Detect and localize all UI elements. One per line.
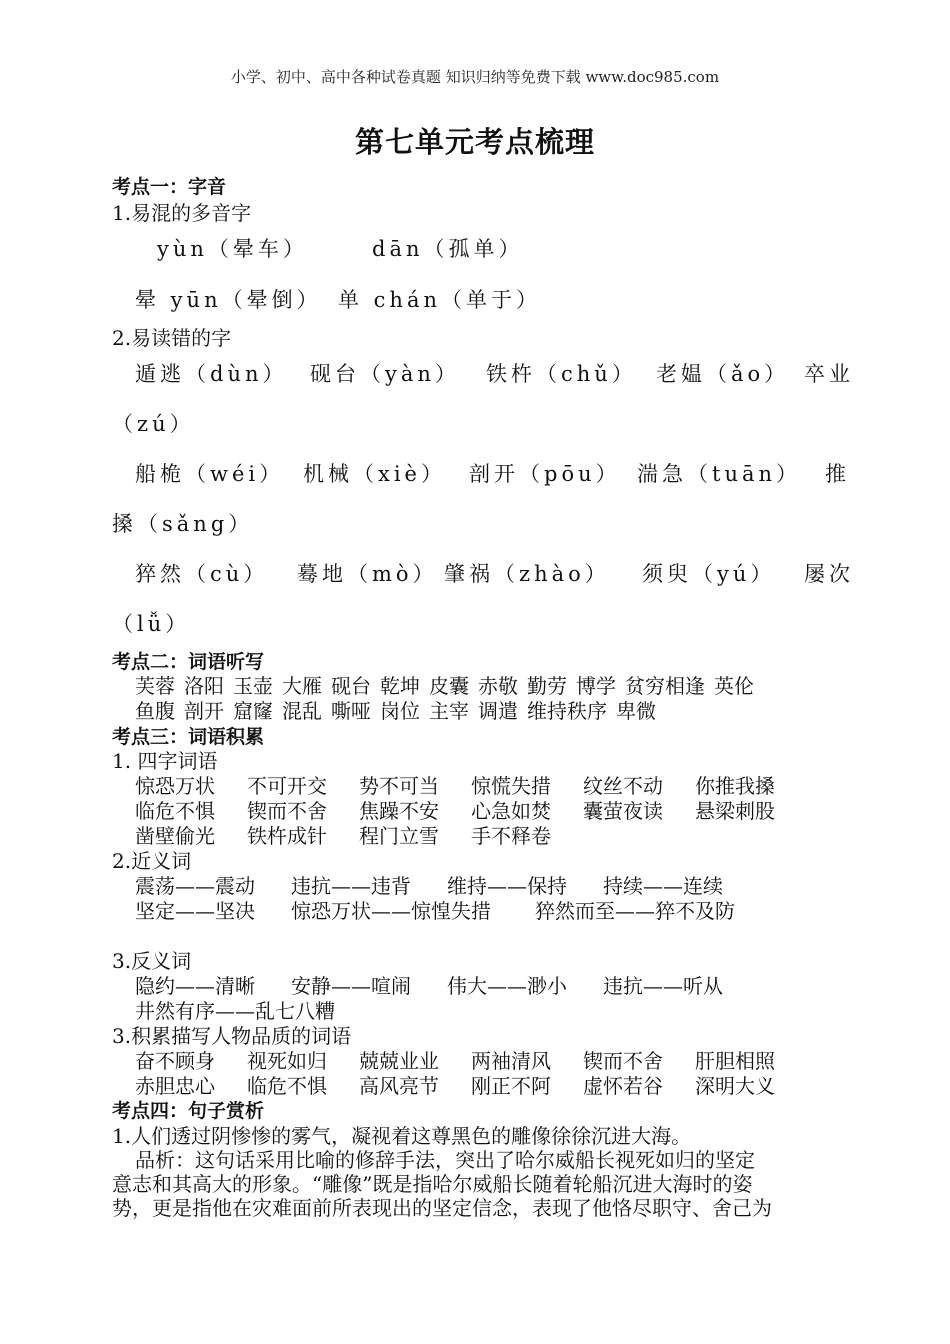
idiom: 凿壁偷光 xyxy=(135,824,215,848)
misread-item: 蓦地（mò） xyxy=(297,562,438,586)
misread-item: 卒业 xyxy=(804,362,854,386)
misread-item: （lǚ） xyxy=(112,612,191,636)
misread-item: 推 xyxy=(825,462,850,486)
idiom: 兢兢业业 xyxy=(359,1049,439,1073)
word: 赤敬 xyxy=(478,674,518,698)
antonym-pair: 违抗——听从 xyxy=(603,974,723,998)
synonym-pair: 维持——保持 xyxy=(447,874,567,898)
polyphone-item: 单 chán（单于） xyxy=(338,288,542,312)
word: 混乱 xyxy=(282,699,322,723)
misread-item: 剖开（pōu） xyxy=(469,462,621,486)
idiom: 锲而不舍 xyxy=(247,799,327,823)
misread-item: 湍急（tuān） xyxy=(637,462,802,486)
misread-item: 屡次 xyxy=(804,562,854,586)
word: 洛阳 xyxy=(184,674,224,698)
subheading-polyphones: 1.易混的多音字 xyxy=(112,201,252,225)
synonym-pair: 震荡——震动 xyxy=(135,874,255,898)
polyphone-item: yùn（晕车） xyxy=(157,237,308,261)
word: 勤劳 xyxy=(527,674,567,698)
section-heading-dictation: 考点二：词语听写 xyxy=(112,651,265,673)
word: 芙蓉 xyxy=(135,674,175,698)
idiom: 心急如焚 xyxy=(471,799,551,823)
word: 大雁 xyxy=(282,674,322,698)
polyphone-item: dān（孤单） xyxy=(372,237,524,261)
synonym-pair: 惊恐万状——惊惶失措 xyxy=(291,899,491,923)
misread-item: （zú） xyxy=(112,412,195,436)
analysis-line: 势，更是指他在灾难面前所表现出的坚定信念，表现了他恪尽职守、舍己为 xyxy=(112,1196,772,1220)
word: 英伦 xyxy=(714,674,754,698)
misread-item: 搡（sǎng） xyxy=(112,512,254,536)
idiom: 纹丝不动 xyxy=(583,774,663,798)
synonym-line-2 xyxy=(135,895,735,924)
word: 乾坤 xyxy=(380,674,420,698)
page-title: 第七单元考点梳理 xyxy=(354,125,595,159)
synonym-pair: 猝然而至——猝不及防 xyxy=(535,899,735,923)
misread-item: 铁杵（chǔ） xyxy=(486,362,637,386)
page-header: 小学、初中、高中各种试卷真题 知识归纳等免费下载 www.doc985.com xyxy=(230,68,720,86)
idiom: 赤胆忠心 xyxy=(135,1074,215,1098)
misread-item: 船桅（wéi） xyxy=(135,462,285,486)
misread-item: 机械（xiè） xyxy=(303,462,446,486)
word: 嘶哑 xyxy=(331,699,371,723)
idiom: 肝胆相照 xyxy=(695,1049,775,1073)
misread-item: 肇祸（zhào） xyxy=(444,562,610,586)
subheading-synonyms: 2.近义词 xyxy=(112,849,192,873)
word: 贫穷相逢 xyxy=(625,674,705,698)
idiom: 程门立雪 xyxy=(359,824,439,848)
idiom: 势不可当 xyxy=(359,774,439,798)
analysis-line: 品析：这句话采用比喻的修辞手法，突出了哈尔威船长视死如归的坚定 xyxy=(135,1148,755,1172)
idiom: 临危不惧 xyxy=(135,799,215,823)
word: 鱼腹 xyxy=(135,699,175,723)
antonym-line-2: 井然有序——乱七八糟 xyxy=(135,999,335,1023)
synonym-pair: 违抗——违背 xyxy=(291,874,411,898)
idiom: 深明大义 xyxy=(695,1074,775,1098)
synonym-pair: 坚定——坚决 xyxy=(135,899,255,923)
synonym-pair: 持续——连续 xyxy=(603,874,723,898)
subheading-misread: 2.易读错的字 xyxy=(112,326,232,350)
idiom: 锲而不舍 xyxy=(583,1049,663,1073)
idiom: 奋不顾身 xyxy=(135,1049,215,1073)
word: 剖开 xyxy=(184,699,224,723)
word: 皮囊 xyxy=(429,674,469,698)
word: 卑微 xyxy=(616,699,656,723)
word: 维持秩序 xyxy=(527,699,607,723)
idiom: 不可开交 xyxy=(247,774,327,798)
idiom: 虚怀若谷 xyxy=(583,1074,663,1098)
idiom: 惊慌失措 xyxy=(471,774,551,798)
subheading-four-char: 1. 四字词语 xyxy=(112,749,218,773)
subheading-character-words: 3.积累描写人物品质的词语 xyxy=(112,1024,352,1048)
idiom: 两袖清风 xyxy=(471,1049,551,1073)
idiom: 视死如归 xyxy=(247,1049,327,1073)
antonym-pair: 伟大——渺小 xyxy=(447,974,567,998)
section-heading-pronunciation: 考点一：字音 xyxy=(112,176,227,198)
idiom: 铁杵成针 xyxy=(247,824,327,848)
misread-item: 须臾（yú） xyxy=(642,562,776,586)
word: 窟窿 xyxy=(233,699,273,723)
dictation-line-2 xyxy=(135,695,665,724)
idiom: 手不释卷 xyxy=(471,824,551,848)
example-sentence: 1.人们透过阴惨惨的雾气，凝视着这尊黑色的雕像徐徐沉进大海。 xyxy=(112,1124,692,1148)
idiom: 悬梁刺股 xyxy=(695,799,775,823)
misread-item: 猝然（cù） xyxy=(135,562,269,586)
antonym-pair: 安静——喧闹 xyxy=(291,974,411,998)
antonym-pair: 隐约——清晰 xyxy=(135,974,255,998)
word: 博学 xyxy=(576,674,616,698)
section-heading-sentence-analysis: 考点四：句子赏析 xyxy=(112,1100,265,1122)
character-words-line-2 xyxy=(135,1070,775,1099)
idiom: 焦躁不安 xyxy=(359,799,439,823)
idiom: 高风亮节 xyxy=(359,1074,439,1098)
section-heading-vocabulary: 考点三：词语积累 xyxy=(112,726,265,748)
word: 砚台 xyxy=(331,674,371,698)
misread-item: 遁逃（dùn） xyxy=(135,362,288,386)
idiom: 惊恐万状 xyxy=(135,774,215,798)
idiom: 临危不惧 xyxy=(247,1074,327,1098)
analysis-line: 意志和其高大的形象。“雕像”既是指哈尔威船长随着轮船沉进大海时的姿 xyxy=(112,1172,753,1196)
word: 调遣 xyxy=(478,699,518,723)
polyphone-item: 晕 yūn（晕倒） xyxy=(135,288,322,312)
idiom: 刚正不阿 xyxy=(471,1074,551,1098)
misread-item: 砚台（yàn） xyxy=(310,362,460,386)
idiom: 你推我搡 xyxy=(695,774,775,798)
subheading-antonyms: 3.反义词 xyxy=(112,949,192,973)
word: 主宰 xyxy=(429,699,469,723)
word: 岗位 xyxy=(380,699,420,723)
misread-item: 老媪（ǎo） xyxy=(656,362,790,386)
four-char-line-3 xyxy=(135,820,551,849)
idiom: 囊萤夜读 xyxy=(583,799,663,823)
word: 玉壶 xyxy=(233,674,273,698)
